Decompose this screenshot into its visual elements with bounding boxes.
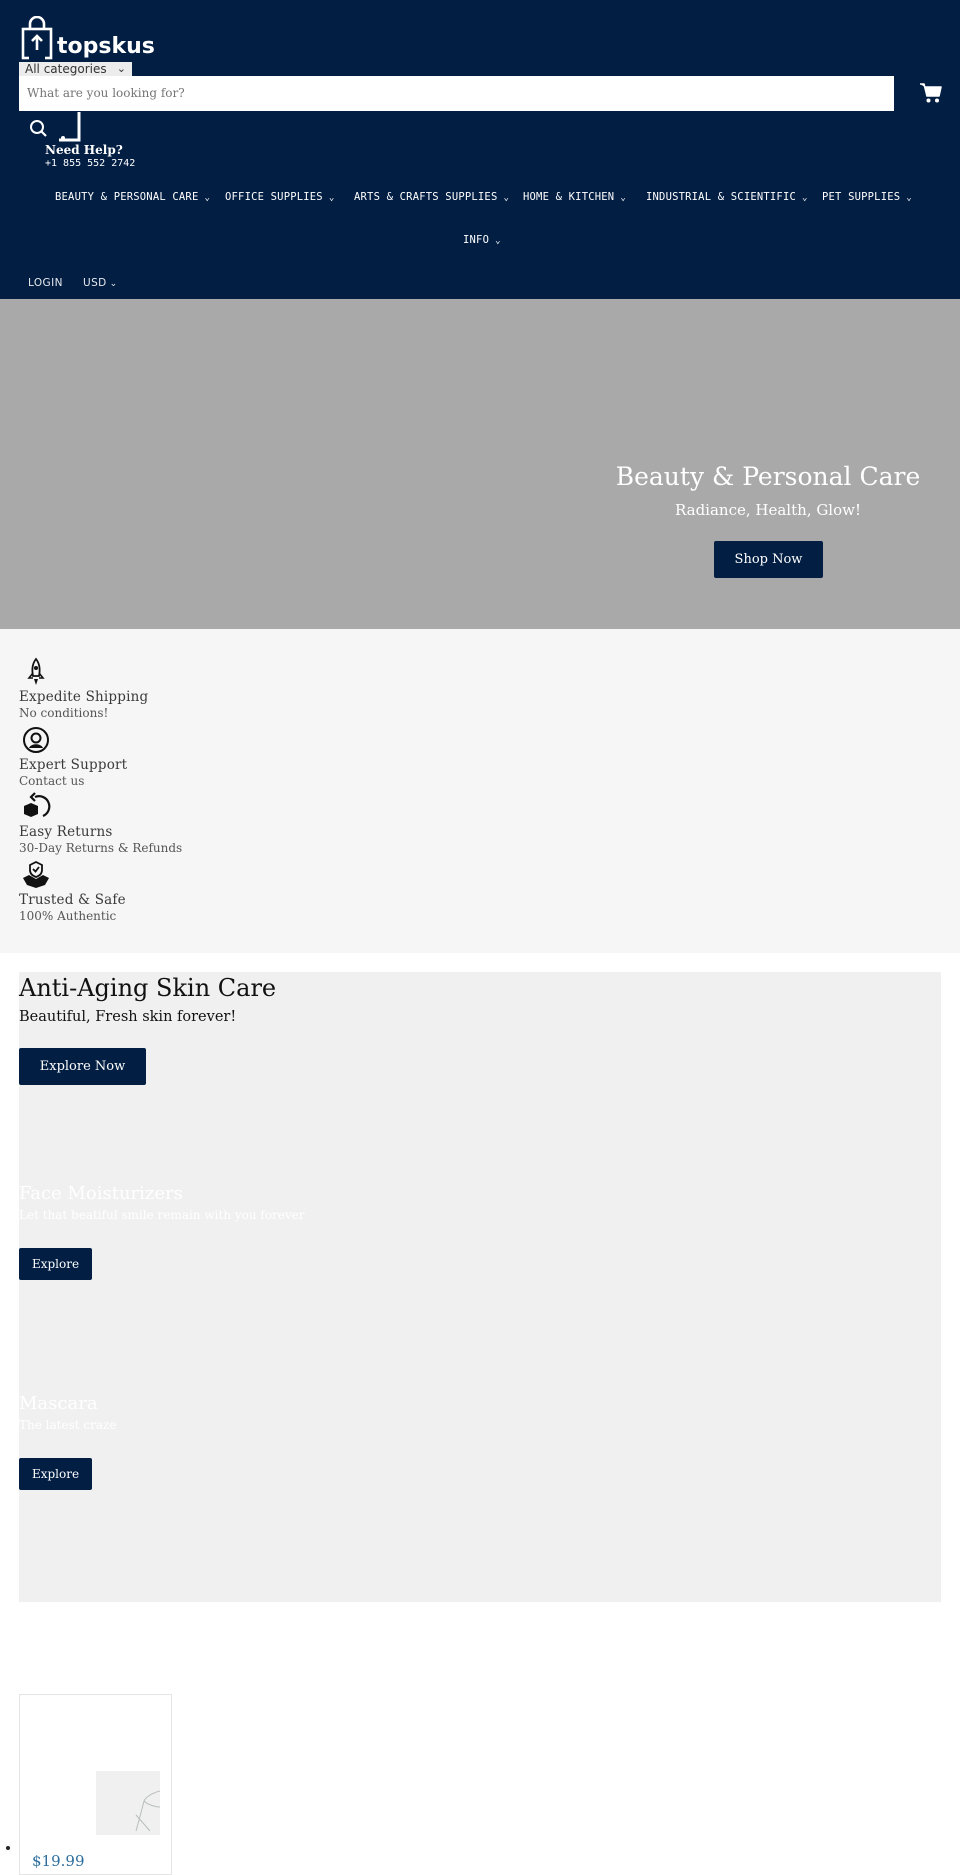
cart-icon xyxy=(920,82,942,104)
nav-item-arts[interactable] xyxy=(354,191,509,203)
promo-block-subtitle: Let that beatiful smile remain with you forever xyxy=(19,1208,305,1222)
logo-link[interactable] xyxy=(21,16,155,60)
search-button[interactable] xyxy=(28,118,50,140)
nav-item-label: BEAUTY & PERSONAL CARE xyxy=(55,191,199,203)
promo-block-title: Face Moisturizers xyxy=(19,1183,183,1204)
product-image[interactable] xyxy=(96,1771,160,1835)
nav-item-label: PET SUPPLIES xyxy=(822,191,901,203)
chevron-down-icon: ⌄ xyxy=(906,193,912,203)
category-select-label: All categories xyxy=(25,62,107,76)
product-card[interactable] xyxy=(19,1694,172,1875)
currency-select[interactable] xyxy=(83,277,118,289)
help-title: Need Help? xyxy=(45,143,123,157)
nav-item-home[interactable] xyxy=(523,191,626,203)
handshake-shield-icon xyxy=(21,860,51,890)
nav-item-beauty[interactable] xyxy=(55,191,210,203)
login-link[interactable]: LOGIN xyxy=(28,277,63,289)
chevron-down-icon: ⌄ xyxy=(495,236,501,246)
feature-title: Expedite Shipping xyxy=(19,689,149,705)
nav-item-pet[interactable] xyxy=(822,191,912,203)
promo-block-title: Mascara xyxy=(19,1393,98,1414)
feature-subtitle: 30-Day Returns & Refunds xyxy=(19,841,183,855)
nav-item-office[interactable] xyxy=(225,191,334,203)
nav-item-label: INFO xyxy=(463,234,490,246)
promo-section xyxy=(19,972,941,1602)
feature-title: Expert Support xyxy=(19,757,128,773)
chevron-down-icon: ⌄ xyxy=(116,62,126,75)
hero-subtitle: Radiance, Health, Glow! xyxy=(675,501,861,519)
logo-text: topskus xyxy=(57,34,155,59)
list-bullet xyxy=(6,1846,10,1850)
feature-title: Easy Returns xyxy=(19,824,113,840)
search-input[interactable] xyxy=(19,76,894,111)
nav-item-label: HOME & KITCHEN xyxy=(523,191,615,203)
feature-subtitle: Contact us xyxy=(19,774,85,788)
shopping-bag-icon xyxy=(21,16,53,60)
chevron-down-icon: ⌄ xyxy=(109,279,118,289)
feature-title: Trusted & Safe xyxy=(19,892,126,908)
chevron-down-icon: ⌄ xyxy=(204,193,211,203)
explore-button[interactable]: Explore xyxy=(19,1458,92,1490)
chevron-down-icon: ⌄ xyxy=(620,193,626,203)
chevron-down-icon: ⌄ xyxy=(503,193,510,203)
product-price: $19.99 xyxy=(32,1852,85,1870)
cart-button[interactable] xyxy=(920,82,942,104)
feature-subtitle: No conditions! xyxy=(19,706,109,720)
chevron-down-icon: ⌄ xyxy=(328,193,335,203)
explore-now-button[interactable]: Explore Now xyxy=(19,1048,146,1085)
help-phone-link[interactable]: +1 855 552 2742 xyxy=(45,158,136,169)
nav-item-label: INDUSTRIAL & SCIENTIFIC xyxy=(646,191,796,203)
explore-button[interactable]: Explore xyxy=(19,1248,92,1280)
nav-item-info[interactable] xyxy=(463,234,501,246)
hero-banner xyxy=(0,299,960,629)
image-placeholder-icon xyxy=(96,1771,160,1835)
hero-title: Beauty & Personal Care xyxy=(615,462,921,491)
returns-box-icon xyxy=(21,792,51,822)
category-select[interactable] xyxy=(19,62,132,76)
nav-item-industrial[interactable] xyxy=(646,191,808,203)
search-icon xyxy=(28,118,50,140)
promo-subtitle: Beautiful, Fresh skin forever! xyxy=(19,1009,237,1025)
nav-item-label: OFFICE SUPPLIES xyxy=(225,191,323,203)
feature-subtitle: 100% Authentic xyxy=(19,909,117,923)
currency-label: USD xyxy=(83,277,107,289)
phone-icon xyxy=(55,112,81,142)
chevron-down-icon: ⌄ xyxy=(802,193,808,203)
site-header xyxy=(0,0,960,299)
features-section xyxy=(0,629,960,953)
support-agent-icon xyxy=(21,725,51,755)
shop-now-button[interactable]: Shop Now xyxy=(714,541,823,578)
rocket-icon xyxy=(21,657,51,687)
promo-block-subtitle: The latest craze xyxy=(19,1418,117,1432)
nav-item-label: ARTS & CRAFTS SUPPLIES xyxy=(354,191,498,203)
promo-title: Anti-Aging Skin Care xyxy=(19,974,277,1002)
